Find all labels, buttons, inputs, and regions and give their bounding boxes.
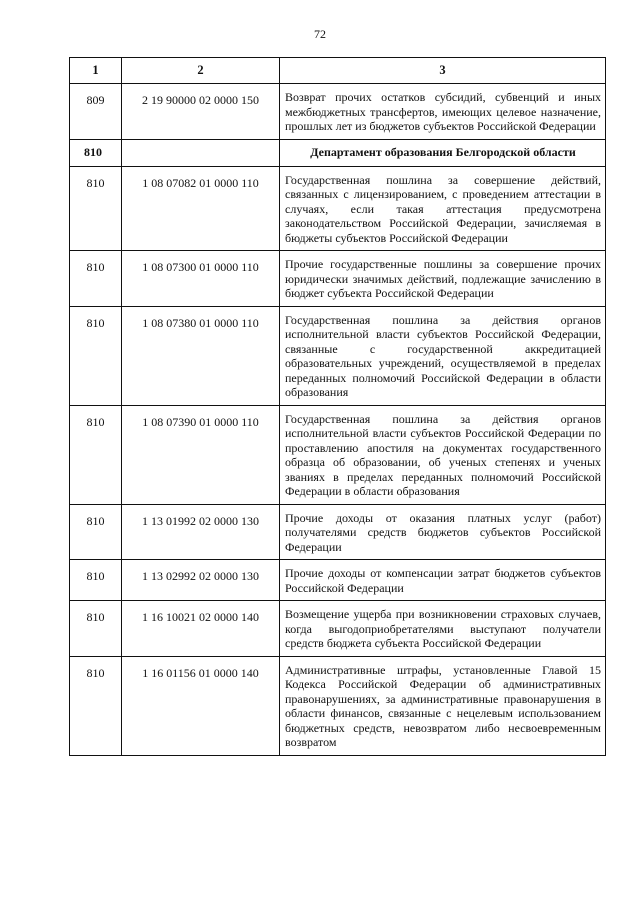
header-cell-2: 2	[122, 58, 280, 84]
section-header-row	[70, 139, 606, 166]
admin-code-cell: 810	[70, 656, 122, 755]
description-cell: Прочие государственные пошлины за совершение прочих юридически значимых действий, подлежащие зачислению в бюджет субъекта Российской Федерации	[280, 251, 606, 307]
description-cell: Прочие доходы от компенсации затрат бюджетов субъектов Российской Федерации	[280, 560, 606, 601]
description-cell: Возмещение ущерба при возникновении страховых случаев, когда выгодоприобретателями выступают получатели средств бюджета субъекта Российской Федерации	[280, 601, 606, 657]
table-row	[70, 560, 606, 601]
table-header-row	[70, 58, 606, 84]
budget-code-cell: 1 08 07300 01 0000 110	[122, 251, 280, 307]
revenue-codes-table	[69, 57, 606, 756]
description-cell: Прочие доходы от оказания платных услуг (работ) получателями средств бюджетов субъектов Российской Федерации	[280, 504, 606, 560]
admin-code-cell: 810	[70, 166, 122, 251]
description-cell: Государственная пошлина за действия органов исполнительной власти субъектов Российской Федерации по проставлению апостиля на документах государственного образца об образовании, об ученых степенях и ученых званиях в пределах переданных полномочий Российской Федерации в области образования	[280, 405, 606, 504]
budget-code-cell: 2 19 90000 02 0000 150	[122, 84, 280, 140]
table-row	[70, 656, 606, 755]
admin-code-cell: 810	[70, 139, 122, 166]
table-row	[70, 601, 606, 657]
table-row	[70, 84, 606, 140]
page-number: 72	[314, 27, 326, 41]
admin-code-cell: 810	[70, 306, 122, 405]
table-row	[70, 405, 606, 504]
table-row	[70, 504, 606, 560]
budget-code-cell: 1 13 02992 02 0000 130	[122, 560, 280, 601]
budget-code-cell	[122, 139, 280, 166]
budget-code-cell: 1 13 01992 02 0000 130	[122, 504, 280, 560]
admin-code-cell: 810	[70, 601, 122, 657]
admin-code-cell: 809	[70, 84, 122, 140]
table-row	[70, 251, 606, 307]
table-row	[70, 306, 606, 405]
budget-code-cell: 1 16 10021 02 0000 140	[122, 601, 280, 657]
admin-code-cell: 810	[70, 560, 122, 601]
table-row	[70, 166, 606, 251]
admin-code-cell: 810	[70, 251, 122, 307]
description-cell: Возврат прочих остатков субсидий, субвенций и иных межбюджетных трансфертов, имеющих целевое назначение, прошлых лет из бюджетов субъектов Российской Федерации	[280, 84, 606, 140]
description-cell: Государственная пошлина за действия органов исполнительной власти субъектов Российской Федерации, связанные с государственной аккредитацией образовательных учреждений, осуществляемой в пределах переданных полномочий Российской Федерации в области образования	[280, 306, 606, 405]
admin-code-cell: 810	[70, 504, 122, 560]
budget-code-cell: 1 16 01156 01 0000 140	[122, 656, 280, 755]
description-cell: Административные штрафы, установленные Главой 15 Кодекса Российской Федерации об административных правонарушениях, за административные правонарушения в области финансов, связанные с нецелевым использованием бюджетных средств, невозвратом либо несвоевременным возвратом	[280, 656, 606, 755]
header-cell-3: 3	[280, 58, 606, 84]
budget-code-cell: 1 08 07082 01 0000 110	[122, 166, 280, 251]
description-cell: Государственная пошлина за совершение действий, связанных с лицензированием, с проведением аттестации в случаях, если такая аттестация предусмотрена законодательством Российской Федерации, зачисляемая в бюджеты субъектов Российской Федерации	[280, 166, 606, 251]
header-cell-1: 1	[70, 58, 122, 84]
section-title-cell: Департамент образования Белгородской области	[280, 139, 606, 166]
budget-code-cell: 1 08 07390 01 0000 110	[122, 405, 280, 504]
admin-code-cell: 810	[70, 405, 122, 504]
budget-code-cell: 1 08 07380 01 0000 110	[122, 306, 280, 405]
